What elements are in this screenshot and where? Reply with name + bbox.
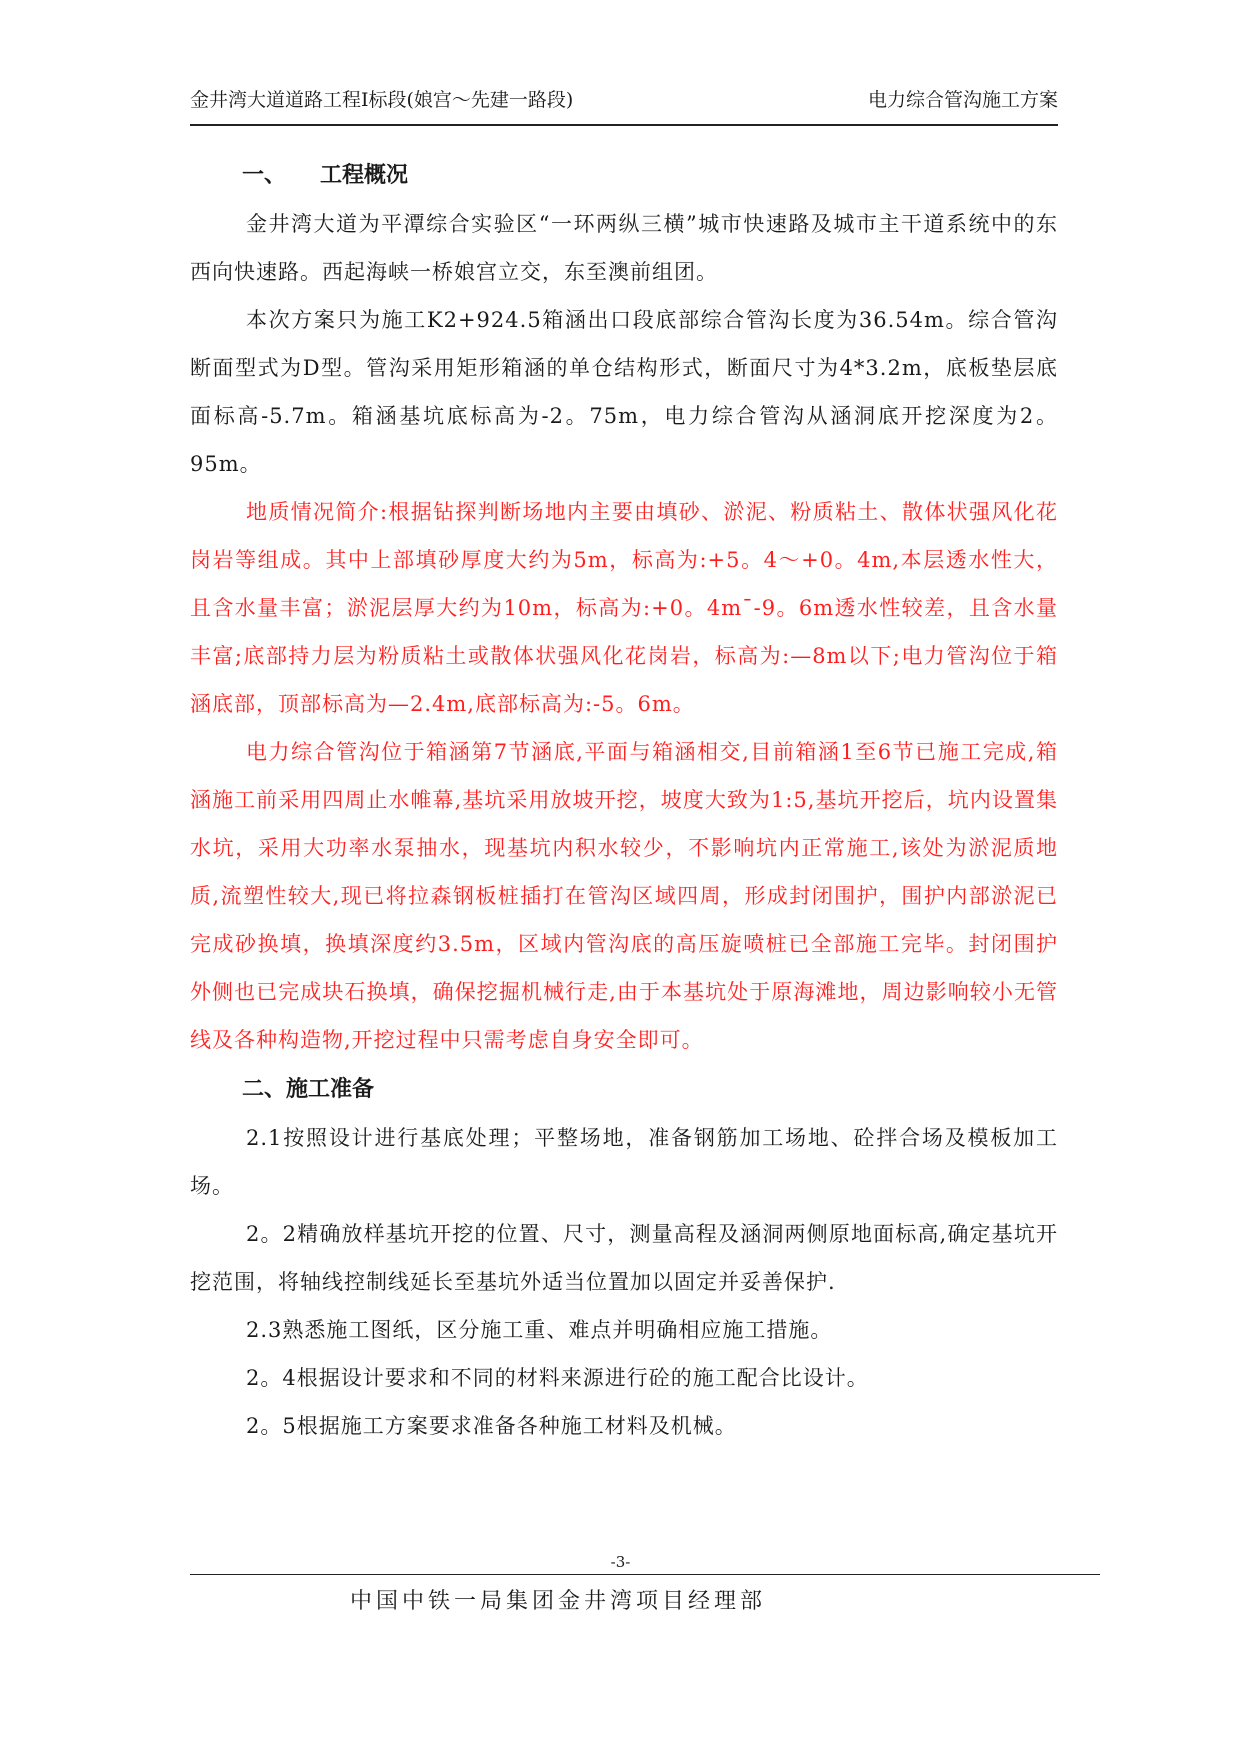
document-body: [190, 150, 1058, 1450]
section-1-title: 工程概况: [320, 162, 409, 188]
page-header: [190, 84, 1058, 126]
paragraph-geology: 地质情况简介:根据钻探判断场地内主要由填砂、淤泥、粉质粘土、散体状强风化花岗岩等组成。其中上部填砂厚度大约为5m，标高为:+5。4～+0。4m,本层透水性大，且含水量丰富；淤泥层厚大约为10m，标高为:+0。4m¯-9。6m透水性较差，且含水量丰富;底部持力层为粉质粘土或散体状强风化花岗岩，标高为:—8m以下;电力管沟位于箱涵底部，顶部标高为—2.4m,底部标高为:-5。6m。: [190, 500, 1058, 716]
paragraph-scope: 本次方案只为施工K2+924.5箱涵出口段底部综合管沟长度为36.54m。综合管沟断面型式为D型。管沟采用矩形箱涵的单仓结构形式，断面尺寸为4*3.2m，底板垫层底面标高-5.7m。箱涵基坑底标高为-2。75m，电力综合管沟从涵洞底开挖深度为2。95m。: [190, 308, 1058, 476]
section-2-heading: 二、施工准备: [242, 1076, 375, 1102]
prep-item-2-4: 2。4根据设计要求和不同的材料来源进行砼的施工配合比设计。: [246, 1366, 869, 1390]
footer-organization: 中国中铁一局集团金井湾项目经理部: [350, 1589, 767, 1614]
prep-item-2-2: 2。2精确放样基坑开挖的位置、尺寸，测量高程及涵洞两侧原地面标高,确定基坑开挖范围，将轴线控制线延长至基坑外适当位置加以固定并妥善保护.: [190, 1222, 1058, 1294]
page-number: -3-: [610, 1553, 631, 1571]
prep-item-2-5: 2。5根据施工方案要求准备各种施工材料及机械。: [246, 1414, 737, 1438]
prep-item-2-3: 2.3熟悉施工图纸，区分施工重、难点并明确相应施工措施。: [246, 1318, 833, 1342]
section-1-number: 一、: [242, 162, 287, 188]
prep-item-2-1: 2.1按照设计进行基底处理；平整场地，准备钢筋加工场地、砼拌合场及模板加工场。: [190, 1126, 1058, 1198]
header-project-title: 金井湾大道道路工程Ⅰ标段(娘宫～先建一路段): [190, 89, 574, 111]
page-footer: [190, 1574, 1100, 1623]
section-1-heading: [190, 150, 1058, 200]
paragraph-overview: 金井湾大道为平潭综合实验区“一环两纵三横”城市快速路及城市主干道系统中的东西向快速路。西起海峡一桥娘宫立交，东至澳前组团。: [190, 212, 1058, 284]
paragraph-site-status: 电力综合管沟位于箱涵第7节涵底,平面与箱涵相交,目前箱涵1至6节已施工完成,箱涵施工前采用四周止水帷幕,基坑采用放坡开挖，坡度大致为1:5,基坑开挖后，坑内设置集水坑，采用大功率水泵抽水，现基坑内积水较少，不影响坑内正常施工,该处为淤泥质地质,流塑性较大,现已将拉森钢板桩插打在管沟区域四周，形成封闭围护，围护内部淤泥已完成砂换填，换填深度约3.5m，区域内管沟底的高压旋喷桩已全部施工完毕。封闭围护外侧也已完成块石换填，确保挖掘机械行走,由于本基坑处于原海滩地，周边影响较小无管线及各种构造物,开挖过程中只需考虑自身安全即可。: [190, 740, 1058, 1052]
header-document-title: 电力综合管沟施工方案: [867, 89, 1058, 111]
